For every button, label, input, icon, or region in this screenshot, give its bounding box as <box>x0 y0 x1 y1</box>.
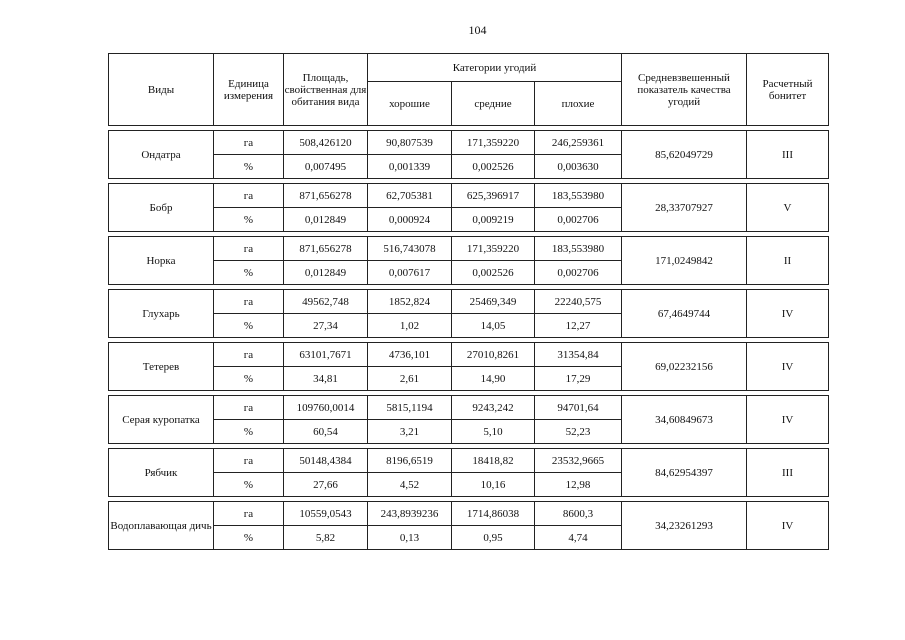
area-cell: 49562,748 <box>284 290 368 314</box>
medium-cell: 18418,82 <box>452 449 535 473</box>
header-area: Площадь, свойственная для обитания вида <box>284 54 368 126</box>
area-cell: 0,012849 <box>284 208 368 232</box>
table-row <box>109 131 829 155</box>
good-cell: 0,000924 <box>368 208 452 232</box>
header-good: хорошие <box>368 82 452 126</box>
area-cell: 27,34 <box>284 314 368 338</box>
table-body <box>109 126 829 550</box>
bad-cell: 12,27 <box>535 314 622 338</box>
species-name: Рябчик <box>109 449 214 497</box>
bonitet-value: IV <box>747 290 829 338</box>
bad-cell: 0,002706 <box>535 261 622 285</box>
area-cell: 0,012849 <box>284 261 368 285</box>
bonitet-value: IV <box>747 502 829 550</box>
unit-cell: га <box>214 396 284 420</box>
area-cell: 27,66 <box>284 473 368 497</box>
table-row <box>109 449 829 473</box>
bad-cell: 17,29 <box>535 367 622 391</box>
header-bonitet: Расчетный бонитет <box>747 54 829 126</box>
bad-cell: 23532,9665 <box>535 449 622 473</box>
area-cell: 508,426120 <box>284 131 368 155</box>
weighted-index: 34,23261293 <box>622 502 747 550</box>
unit-cell: % <box>214 367 284 391</box>
bonitet-value: II <box>747 237 829 285</box>
unit-cell: % <box>214 526 284 550</box>
good-cell: 243,8939236 <box>368 502 452 526</box>
table-row <box>109 184 829 208</box>
good-cell: 1,02 <box>368 314 452 338</box>
header-bad: плохие <box>535 82 622 126</box>
species-name: Серая куропатка <box>109 396 214 444</box>
area-cell: 0,007495 <box>284 155 368 179</box>
species-name: Водоплавающая дичь <box>109 502 214 550</box>
table-row <box>109 290 829 314</box>
unit-cell: га <box>214 184 284 208</box>
area-cell: 109760,0014 <box>284 396 368 420</box>
medium-cell: 171,359220 <box>452 237 535 261</box>
header-species: Виды <box>109 54 214 126</box>
medium-cell: 9243,242 <box>452 396 535 420</box>
unit-cell: % <box>214 208 284 232</box>
table-row <box>109 396 829 420</box>
table-row <box>109 502 829 526</box>
medium-cell: 14,05 <box>452 314 535 338</box>
weighted-index: 171,0249842 <box>622 237 747 285</box>
header-medium: средние <box>452 82 535 126</box>
medium-cell: 0,002526 <box>452 155 535 179</box>
area-cell: 50148,4384 <box>284 449 368 473</box>
good-cell: 5815,1194 <box>368 396 452 420</box>
bonitet-value: IV <box>747 343 829 391</box>
unit-cell: га <box>214 237 284 261</box>
bonitet-value: III <box>747 131 829 179</box>
species-name: Тетерев <box>109 343 214 391</box>
medium-cell: 5,10 <box>452 420 535 444</box>
weighted-index: 85,62049729 <box>622 131 747 179</box>
bad-cell: 0,003630 <box>535 155 622 179</box>
unit-cell: га <box>214 290 284 314</box>
area-cell: 60,54 <box>284 420 368 444</box>
area-cell: 871,656278 <box>284 184 368 208</box>
area-cell: 34,81 <box>284 367 368 391</box>
unit-cell: га <box>214 449 284 473</box>
species-name: Ондатра <box>109 131 214 179</box>
medium-cell: 10,16 <box>452 473 535 497</box>
page-number: 104 <box>468 23 487 37</box>
medium-cell: 171,359220 <box>452 131 535 155</box>
medium-cell: 625,396917 <box>452 184 535 208</box>
species-name: Бобр <box>109 184 214 232</box>
medium-cell: 1714,86038 <box>452 502 535 526</box>
bad-cell: 31354,84 <box>535 343 622 367</box>
bonitet-value: III <box>747 449 829 497</box>
unit-cell: га <box>214 131 284 155</box>
good-cell: 8196,6519 <box>368 449 452 473</box>
unit-cell: га <box>214 343 284 367</box>
good-cell: 0,007617 <box>368 261 452 285</box>
good-cell: 62,705381 <box>368 184 452 208</box>
weighted-index: 34,60849673 <box>622 396 747 444</box>
area-cell: 871,656278 <box>284 237 368 261</box>
good-cell: 4,52 <box>368 473 452 497</box>
area-cell: 5,82 <box>284 526 368 550</box>
species-name: Глухарь <box>109 290 214 338</box>
unit-cell: га <box>214 502 284 526</box>
header-weighted: Средневзвешенный показатель качества угодий <box>622 54 747 126</box>
bad-cell: 4,74 <box>535 526 622 550</box>
bad-cell: 94701,64 <box>535 396 622 420</box>
good-cell: 3,21 <box>368 420 452 444</box>
unit-cell: % <box>214 473 284 497</box>
medium-cell: 27010,8261 <box>452 343 535 367</box>
medium-cell: 14,90 <box>452 367 535 391</box>
good-cell: 2,61 <box>368 367 452 391</box>
species-name: Норка <box>109 237 214 285</box>
table-row <box>109 237 829 261</box>
bad-cell: 0,002706 <box>535 208 622 232</box>
area-cell: 63101,7671 <box>284 343 368 367</box>
weighted-index: 67,4649744 <box>622 290 747 338</box>
medium-cell: 0,002526 <box>452 261 535 285</box>
bad-cell: 12,98 <box>535 473 622 497</box>
unit-cell: % <box>214 155 284 179</box>
medium-cell: 0,009219 <box>452 208 535 232</box>
bonitet-value: IV <box>747 396 829 444</box>
good-cell: 90,807539 <box>368 131 452 155</box>
good-cell: 1852,824 <box>368 290 452 314</box>
good-cell: 0,13 <box>368 526 452 550</box>
good-cell: 0,001339 <box>368 155 452 179</box>
unit-cell: % <box>214 314 284 338</box>
medium-cell: 0,95 <box>452 526 535 550</box>
area-cell: 10559,0543 <box>284 502 368 526</box>
header-unit: Единица измерения <box>214 54 284 126</box>
header-categories: Категории угодий <box>368 54 622 82</box>
bad-cell: 52,23 <box>535 420 622 444</box>
weighted-index: 28,33707927 <box>622 184 747 232</box>
unit-cell: % <box>214 261 284 285</box>
bad-cell: 246,259361 <box>535 131 622 155</box>
table-row <box>109 343 829 367</box>
medium-cell: 25469,349 <box>452 290 535 314</box>
weighted-index: 69,02232156 <box>622 343 747 391</box>
bonitet-value: V <box>747 184 829 232</box>
good-cell: 516,743078 <box>368 237 452 261</box>
bad-cell: 183,553980 <box>535 237 622 261</box>
bad-cell: 22240,575 <box>535 290 622 314</box>
species-quality-table <box>108 53 829 550</box>
bad-cell: 183,553980 <box>535 184 622 208</box>
weighted-index: 84,62954397 <box>622 449 747 497</box>
unit-cell: % <box>214 420 284 444</box>
bad-cell: 8600,3 <box>535 502 622 526</box>
good-cell: 4736,101 <box>368 343 452 367</box>
